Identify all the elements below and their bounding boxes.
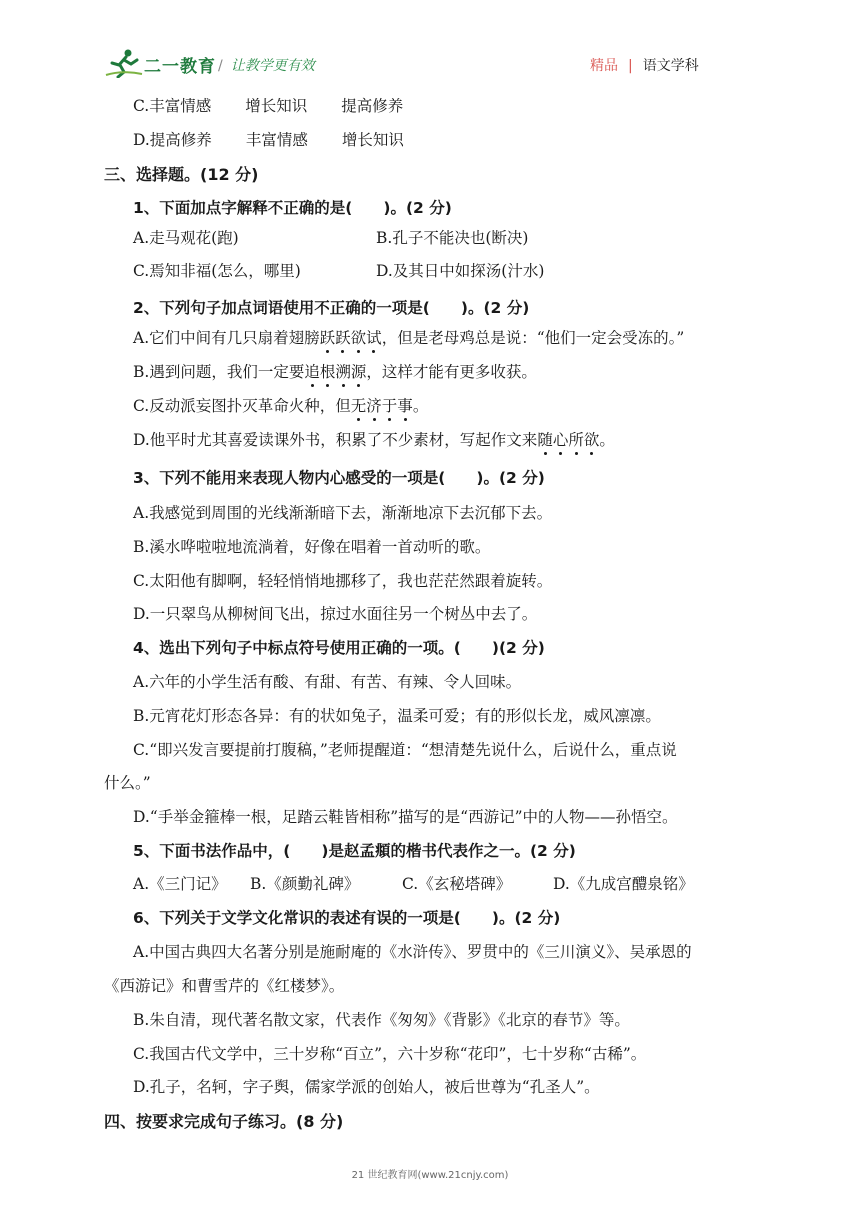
q2-option-a: A.它们中间有几只扇着翅膀跃跃欲试，但是老母鸡总是说：“他们一定会受冻的。”	[133, 329, 685, 347]
q1-option-c: C.焉知非福(怎么，哪里)	[133, 262, 301, 280]
q3-stem: 3、下列不能用来表现人物内心感受的一项是( )。(2 分)	[133, 469, 545, 487]
emphasis-char: 追	[304, 363, 320, 381]
dotted-word	[304, 363, 366, 381]
q3-option-d: D.一只翠鸟从柳树间飞出，掠过水面往另一个树丛中去了。	[133, 605, 538, 623]
q4-option-b: B.元宵花灯形态各异：有的状如兔子，温柔可爱；有的形似长龙，威风凛凛。	[133, 707, 661, 725]
subject-label: 语文学科	[642, 58, 699, 74]
q5-option-a: A.《三门记》	[133, 875, 227, 893]
q2-option-b: B.遇到问题，我们一定要追根溯源，这样才能有更多收获。	[133, 363, 537, 381]
premium-badge: 精品	[590, 58, 618, 74]
q6-option-d: D.孔子，名轲，字子舆，儒家学派的创始人，被后世尊为“孔圣人”。	[133, 1078, 600, 1096]
q1-stem: 1、下面加点字解释不正确的是( )。(2 分)	[133, 199, 452, 217]
q5-stem: 5、下面书法作品中，( )是赵孟頫的楷书代表作之一。(2 分)	[133, 842, 576, 860]
emphasis-char: 跃	[335, 329, 351, 347]
emphasis-char: 所	[568, 431, 584, 449]
emphasis-char: 欲	[350, 329, 367, 347]
page-footer: 21 世纪教育网(www.21cnjy.com)	[351, 1170, 509, 1181]
prev-option-c: C.丰富情感 增长知识 提高修养	[133, 97, 404, 115]
header-right: 精品 | 语文学科	[590, 58, 699, 74]
q3-option-b: B.溪水哗啦啦地流淌着，好像在唱着一首动听的歌。	[133, 538, 491, 556]
q6-option-a-line1: A.中国古典四大名著分别是施耐庵的《水浒传》、罗贯中的《三川演义》、吴承恩的	[133, 943, 692, 961]
emphasis-char: 随	[537, 431, 553, 449]
logo	[104, 48, 224, 78]
q5-option-d: D.《九成宫醴泉铭》	[553, 875, 694, 893]
runner-logo-icon	[104, 48, 144, 78]
dotted-word	[351, 397, 413, 415]
emphasis-char: 无	[350, 397, 367, 415]
emphasis-char: 试	[366, 329, 382, 347]
q4-option-c-line2: 什么。”	[104, 774, 151, 792]
q6-stem: 6、下列关于文学文化常识的表述有误的一项是( )。(2 分)	[133, 909, 561, 927]
q2-stem: 2、下列句子加点词语使用不正确的一项是( )。(2 分)	[133, 299, 530, 317]
q4-option-c-line1: C.“即兴发言要提前打腹稿，”老师提醒道：“想清楚先说什么，后说什么，重点说	[133, 741, 677, 759]
dotted-word	[320, 329, 382, 347]
emphasis-char: 源	[350, 363, 367, 381]
q1-option-d: D.及其日中如探汤(汁水)	[376, 262, 545, 280]
emphasis-char: 事	[397, 397, 413, 415]
q2-option-c: C.反动派妄图扑灭革命火种，但无济于事。	[133, 397, 429, 415]
slogan: / 让教学更有效	[218, 58, 315, 74]
emphasis-char: 于	[381, 397, 398, 415]
q3-option-c: C.太阳他有脚啊，轻轻悄悄地挪移了，我也茫茫然跟着旋转。	[133, 572, 553, 590]
emphasis-char: 欲	[583, 431, 600, 449]
q2-option-d: D.他平时尤其喜爱读课外书，积累了不少素材，写起作文来随心所欲。	[133, 431, 615, 449]
q5-option-c: C.《玄秘塔碑》	[402, 875, 512, 893]
prev-option-d: D.提高修养 丰富情感 增长知识	[133, 131, 404, 149]
q5-option-b: B.《颜勤礼碑》	[250, 875, 360, 893]
emphasis-char: 跃	[319, 329, 336, 347]
q4-option-d: D.“手举金箍棒一根，足踏云鞋皆相称”描写的是“西游记”中的人物——孙悟空。	[133, 808, 678, 826]
emphasis-char: 溯	[335, 363, 351, 381]
q4-stem: 4、选出下列句子中标点符号使用正确的一项。( )(2 分)	[133, 639, 545, 657]
emphasis-char: 根	[319, 363, 336, 381]
section-4-title: 四、按要求完成句子练习。(8 分)	[104, 1112, 344, 1131]
emphasis-char: 济	[366, 397, 382, 415]
dotted-word	[537, 431, 599, 449]
q4-option-a: A.六年的小学生活有酸、有甜、有苦、有辣、令人回味。	[133, 673, 522, 691]
emphasis-char: 心	[552, 431, 569, 449]
q1-option-b: B.孔子不能决也(断决)	[376, 229, 529, 247]
q6-option-b: B.朱自清，现代著名散文家，代表作《匆匆》《背影》《北京的春节》等。	[133, 1011, 630, 1029]
page-header	[0, 0, 860, 92]
q1-option-a: A.走马观花(跑)	[133, 229, 239, 247]
slogan-text: 让教学更有效	[230, 58, 315, 74]
q6-option-c: C.我国古代文学中，三十岁称“百立”，六十岁称“花印”，七十岁称“古稀”。	[133, 1045, 647, 1063]
logo-text: 二一教育	[144, 57, 216, 77]
q3-option-a: A.我感觉到周围的光线渐渐暗下去，渐渐地凉下去沉郁下去。	[133, 504, 553, 522]
q6-option-a-line2: 《西游记》和曹雪芹的《红楼梦》。	[104, 977, 345, 995]
section-3-title: 三、选择题。(12 分)	[104, 165, 259, 184]
